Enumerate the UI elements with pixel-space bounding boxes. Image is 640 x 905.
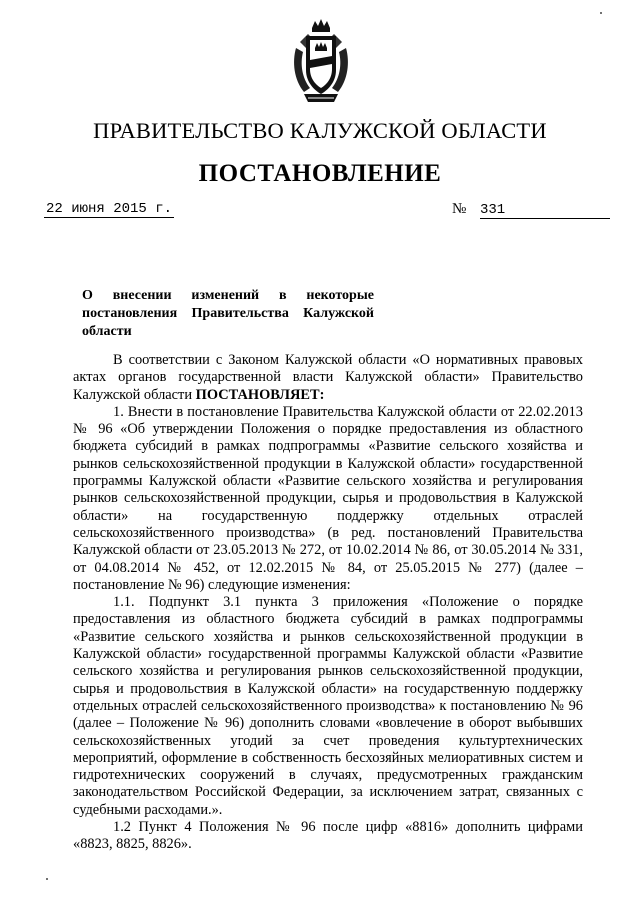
paragraph-1: 1. Внести в постановление Правительства Калужской области от 22.02.2013 № 96 «Об утверждении Положения о порядке предоставления из областного бюджета субсидий в рамках подпрограммы «Развитие сельского хозяйства и рынков сельскохозяйственной продукции в Калужской области» государственной программы Калужской области «Развитие сельского хозяйства и регулирования рынков сельскохозяйственной продукции, сырья и продовольствия в Калужской области» на государственную поддержку отдельных отраслей сельскохозяйственного производства» (в ред. постановлений Правительства Калужской области от 23.05.2013 № 272, от 10.02.2014 № 86, от 30.05.2014 № 331, от 04.08.2014 № 452, от 12.02.2015 № 84, от 25.05.2015 № 277) (далее – постановление № 96) следующие изменения: [73, 403, 583, 593]
scan-speck [46, 878, 48, 880]
organization-title: ПРАВИТЕЛЬСТВО КАЛУЖСКОЙ ОБЛАСТИ [93, 118, 547, 143]
document-number: 331 [480, 202, 610, 219]
paragraph-1-1: 1.1. Подпункт 3.1 пункта 3 приложения «Положение о порядке предоставления из областного бюджета субсидий в рамках подпрограммы «Развитие сельского хозяйства и рынков сельскохозяйственной продукции в Калужской области» государственной программы Калужской области «Развитие сельского хозяйства и регулирования рынков сельскохозяйственной продукции, сырья и продовольствия в Калужской области» на государственную поддержку отдельных отраслей сельскохозяйственного производства» к постановлению № 96 (далее – Положение № 96) дополнить словами «вовлечение в оборот выбывших сельскохозяйственных угодий за счет проведения культуртехнических мероприятий, оформление в собственность бесхозяйных мелиоративных систем и гидротехнических сооружений в случаях, предусмотренных гражданским законодательством Российской Федерации, за исключением затрат, связанных с судебными расходами.». [73, 594, 583, 818]
coat-of-arms-icon [290, 18, 352, 106]
paragraph-1-2: 1.2 Пункт 4 Положения № 96 после цифр «8816» дополнить цифрами «8823, 8825, 8826». [73, 819, 583, 853]
preamble-paragraph [73, 352, 583, 404]
document-type-title: ПОСТАНОВЛЕНИЕ [198, 160, 442, 187]
document-number-field [452, 201, 610, 219]
preamble-decree-word: ПОСТАНОВЛЯЕТ: [195, 386, 325, 403]
document-body [73, 352, 583, 854]
document-date: 22 июня 2015 г. [46, 201, 173, 217]
preamble-text: В соответствии с Законом Калужской области «О нормативных правовых актах органов государственной власти Калужской области» Правительство Калужской области [73, 352, 583, 403]
number-sign: № [452, 201, 467, 217]
document-subject: О внесении изменений в некоторые постановления Правительства Калужской области [82, 288, 374, 339]
scan-speck [600, 12, 602, 14]
